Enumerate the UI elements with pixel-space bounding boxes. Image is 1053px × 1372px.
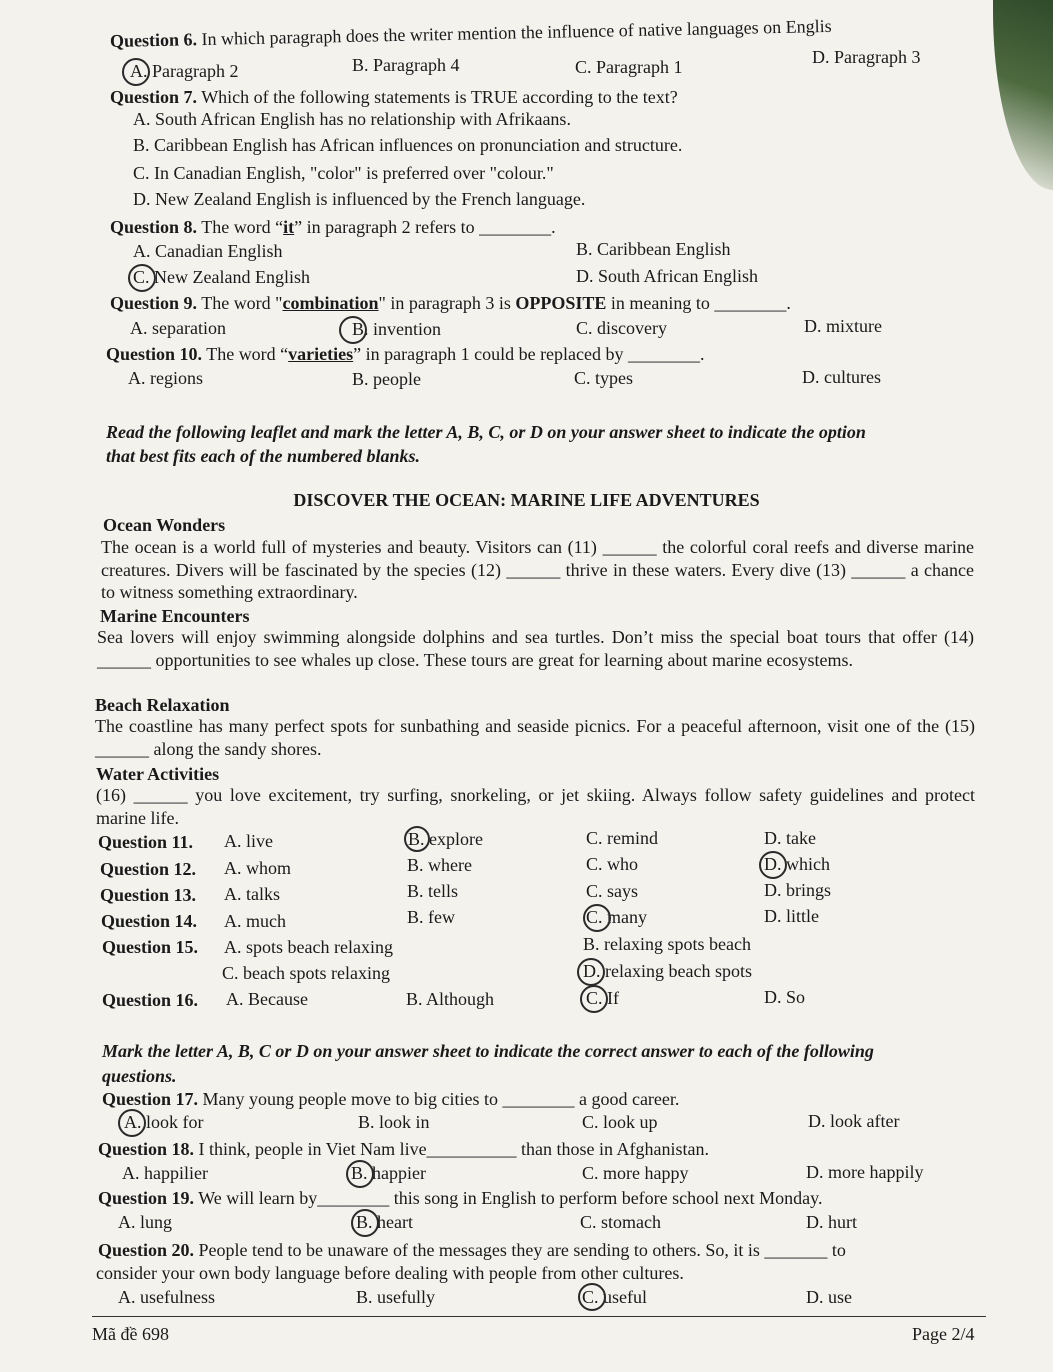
footer-divider xyxy=(92,1316,986,1317)
q18-option-c: C. more happy xyxy=(582,1163,689,1183)
question-7-stem: Question 7. Which of the following statements is TRUE according to the text? xyxy=(110,87,678,107)
q20-option-a: A. usefulness xyxy=(118,1287,215,1307)
leaflet-paragraph-1: The ocean is a world full of mysteries and beauty. Visitors can (11) ______ the colorful coral reefs and diverse marine creatures. Divers will be fascinated by the species (12) ______ thrive in these waters. Every dive (13) ______ a chance to witness something extraordinary. xyxy=(101,537,974,602)
q19-option-a: A. lung xyxy=(118,1212,172,1232)
page-number: Page 2/4 xyxy=(912,1324,975,1344)
q16-option-a: A. Because xyxy=(226,989,308,1009)
q16-option-d: D. So xyxy=(764,987,806,1007)
leaflet-heading-water-activities: Water Activities xyxy=(96,764,220,784)
q7-option-c: C. In Canadian English, "color" is preferred over "colour." xyxy=(133,163,554,183)
q12-option-c: C. who xyxy=(586,854,639,874)
q16-option-c: C. If xyxy=(586,988,619,1008)
q13-option-c: C. says xyxy=(586,881,639,901)
q8-option-c: C. New Zealand English xyxy=(133,267,310,287)
q15-option-c: C. beach spots relaxing xyxy=(222,963,390,983)
leaflet-heading-beach-relaxation: Beach Relaxation xyxy=(95,695,230,715)
q11-option-b: B. explore xyxy=(408,829,483,849)
question-17-stem: Question 17. Many young people move to big cities to ________ a good career. xyxy=(102,1089,680,1109)
question-9-stem: Question 9. The word "combination" in paragraph 3 is OPPOSITE in meaning to ________. xyxy=(110,293,791,313)
q9-option-c: C. discovery xyxy=(576,318,667,338)
question-12-label: Question 12. xyxy=(100,859,197,879)
q8-option-a: A. Canadian English xyxy=(133,241,283,261)
q11-option-a: A. live xyxy=(224,831,273,851)
q17-option-a: A. look for xyxy=(124,1112,204,1132)
q18-option-d: D. more happily xyxy=(806,1162,924,1182)
question-10-stem: Question 10. The word “varieties” in paragraph 1 could be replaced by ________. xyxy=(106,344,705,364)
question-6-stem: Question 6. In which paragraph does the writer mention the influence of native languages on Englis xyxy=(109,15,832,51)
question-16-label: Question 16. xyxy=(102,990,199,1010)
question-19-stem: Question 19. We will learn by________ this song in English to perform before school next Monday. xyxy=(98,1188,823,1208)
leaflet-paragraph-2: Sea lovers will enjoy swimming alongside dolphins and sea turtles. Don’t miss the special boat tours that offer (14) ______ opportunities to see whales up close. These tours are great for learning about marine ecosystems. xyxy=(97,627,974,670)
q15-option-a: A. spots beach relaxing xyxy=(224,937,393,957)
question-8-stem: Question 8. The word “it” in paragraph 2 refers to ________. xyxy=(110,217,556,237)
q11-option-c: C. remind xyxy=(586,828,658,848)
q9-option-a: A. separation xyxy=(130,318,226,338)
q16-option-b: B. Although xyxy=(406,989,495,1009)
q13-option-d: D. brings xyxy=(764,880,831,900)
instruction-questions-2: questions. xyxy=(102,1066,177,1086)
instruction-questions: Mark the letter A, B, C or D on your answer sheet to indicate the correct answer to each of the following xyxy=(102,1041,874,1061)
q10-option-d: D. cultures xyxy=(802,367,881,387)
q18-option-b: B. happier xyxy=(351,1163,426,1183)
q17-option-c: C. look up xyxy=(582,1112,658,1132)
q14-option-c: C. many xyxy=(586,907,647,927)
q10-option-b: B. people xyxy=(352,369,421,389)
q9-option-b: B. invention xyxy=(352,319,441,339)
q17-option-b: B. look in xyxy=(358,1112,430,1132)
q14-option-a: A. much xyxy=(224,911,286,931)
q13-option-a: A. talks xyxy=(224,884,280,904)
q6-option-b: B. Paragraph 4 xyxy=(352,55,460,75)
instruction-leaflet: Read the following leaflet and mark the letter A, B, C, or D on your answer sheet to indicate the option xyxy=(106,422,866,442)
leaflet-paragraph-3: The coastline has many perfect spots for sunbathing and seaside picnics. For a peaceful afternoon, visit one of the (15) ______ along the sandy shores. xyxy=(95,716,975,759)
q18-option-a: A. happilier xyxy=(122,1163,208,1183)
q12-option-d: D. which xyxy=(764,854,830,874)
q8-option-d: D. South African English xyxy=(576,266,758,286)
q10-option-a: A. regions xyxy=(128,368,203,388)
q10-option-c: C. types xyxy=(574,368,634,388)
q7-option-a: A. South African English has no relationship with Afrikaans. xyxy=(133,109,571,129)
leaflet-heading-ocean-wonders: Ocean Wonders xyxy=(103,515,226,535)
question-20-stem: Question 20. People tend to be unaware of the messages they are sending to others. So, it is _______ to xyxy=(98,1240,846,1260)
q14-option-d: D. little xyxy=(764,906,819,926)
q15-option-d: D. relaxing beach spots xyxy=(583,961,752,981)
q12-option-b: B. where xyxy=(407,855,472,875)
question-15-label: Question 15. xyxy=(102,937,199,957)
q12-option-a: A. whom xyxy=(224,858,291,878)
q6-option-a: A. Paragraph 2 xyxy=(130,61,239,81)
question-14-label: Question 14. xyxy=(101,911,198,931)
q19-option-d: D. hurt xyxy=(806,1212,857,1232)
leaflet-paragraph-4: (16) ______ you love excitement, try surfing, snorkeling, or jet skiing. Always follow safety guidelines and protect marine life. xyxy=(96,785,975,828)
q6-option-d: D. Paragraph 3 xyxy=(812,47,921,67)
q14-option-b: B. few xyxy=(407,907,455,927)
q8-option-b: B. Caribbean English xyxy=(576,239,731,259)
q7-option-d: D. New Zealand English is influenced by the French language. xyxy=(133,189,586,209)
q7-option-b: B. Caribbean English has African influences on pronunciation and structure. xyxy=(133,135,683,155)
question-18-stem: Question 18. I think, people in Viet Nam live__________ than those in Afghanistan. xyxy=(98,1139,710,1159)
q20-option-d: D. use xyxy=(806,1287,852,1307)
q17-option-d: D. look after xyxy=(808,1111,900,1131)
q20-option-c: C. useful xyxy=(582,1287,647,1307)
q6-option-c: C. Paragraph 1 xyxy=(575,57,683,77)
q15-option-b: B. relaxing spots beach xyxy=(583,934,751,954)
q11-option-d: D. take xyxy=(764,828,816,848)
question-13-label: Question 13. xyxy=(100,885,197,905)
q19-option-c: C. stomach xyxy=(580,1212,661,1232)
q20-option-b: B. usefully xyxy=(356,1287,435,1307)
leaflet-title: DISCOVER THE OCEAN: MARINE LIFE ADVENTURES xyxy=(293,490,760,510)
q19-option-b: B. heart xyxy=(356,1212,413,1232)
question-11-label: Question 11. xyxy=(98,832,194,852)
instruction-leaflet-2: that best fits each of the numbered blanks. xyxy=(106,446,421,466)
question-20-stem-2: consider your own body language before dealing with people from other cultures. xyxy=(96,1263,684,1283)
q9-option-d: D. mixture xyxy=(804,316,882,336)
q13-option-b: B. tells xyxy=(407,881,459,901)
exam-code: Mã đề 698 xyxy=(92,1324,169,1344)
leaflet-heading-marine-encounters: Marine Encounters xyxy=(100,606,250,626)
